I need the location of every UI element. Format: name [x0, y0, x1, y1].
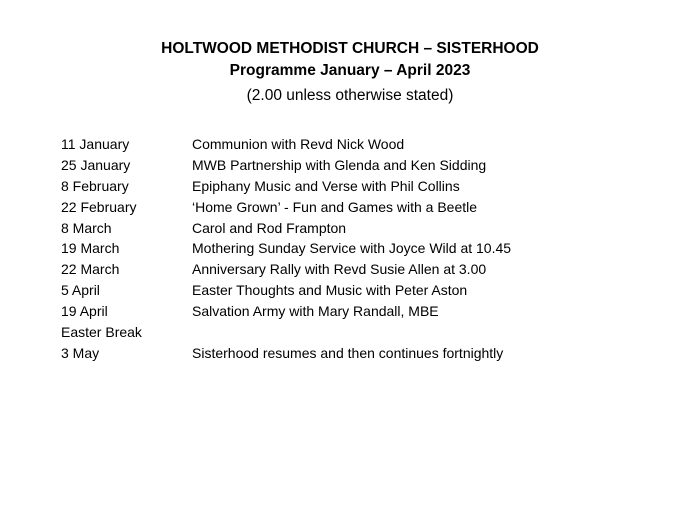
schedule-date: 8 March	[61, 219, 112, 236]
schedule-event	[192, 322, 681, 343]
schedule-date: 11 January	[61, 136, 130, 152]
schedule-row	[61, 134, 681, 155]
schedule-date: 8 February	[61, 177, 129, 194]
schedule-date: 5 April	[61, 282, 100, 299]
schedule-event: Carol and Rod Frampton	[192, 219, 347, 236]
schedule-row	[61, 301, 681, 322]
schedule-event: Communion with Revd Nick Wood	[192, 136, 405, 152]
schedule-row	[61, 322, 681, 343]
schedule-date: 22 March	[61, 261, 120, 278]
schedule-row	[61, 218, 681, 239]
schedule-event: MWB Partnership with Glenda and Ken Sidding	[192, 156, 487, 173]
programme-subtitle: Programme January – April 2023	[229, 62, 471, 79]
schedule-event: Epiphany Music and Verse with Phil Collins	[192, 177, 460, 194]
schedule-event: Sisterhood resumes and then continues fortnightly	[192, 344, 504, 361]
schedule-date: 3 May	[61, 344, 100, 361]
schedule-row	[61, 343, 681, 364]
schedule-date: 19 March	[61, 240, 120, 257]
schedule-date: Easter Break	[61, 324, 142, 341]
schedule-event: Easter Thoughts and Music with Peter Aston	[192, 282, 468, 299]
schedule-row	[61, 238, 681, 259]
schedule-event: Anniversary Rally with Revd Susie Allen at 3.00	[192, 261, 487, 278]
schedule-row	[61, 155, 681, 176]
schedule-row	[61, 259, 681, 280]
schedule-list	[61, 134, 681, 364]
document-title: HOLTWOOD METHODIST CHURCH – SISTERHOOD	[161, 40, 539, 57]
time-note: (2.00 unless otherwise stated)	[246, 87, 454, 104]
schedule-event: Mothering Sunday Service with Joyce Wild at 10.45	[192, 240, 512, 257]
schedule-row	[61, 197, 681, 218]
schedule-row	[61, 280, 681, 301]
schedule-event: Salvation Army with Mary Randall, MBE	[192, 303, 439, 320]
schedule-row	[61, 176, 681, 197]
schedule-date: 19 April	[61, 303, 108, 320]
schedule-date: 25 January	[61, 156, 131, 173]
schedule-event: ‘Home Grown’ - Fun and Games with a Beetle	[192, 198, 478, 215]
document-header	[0, 38, 700, 107]
schedule-date: 22 February	[61, 198, 137, 215]
